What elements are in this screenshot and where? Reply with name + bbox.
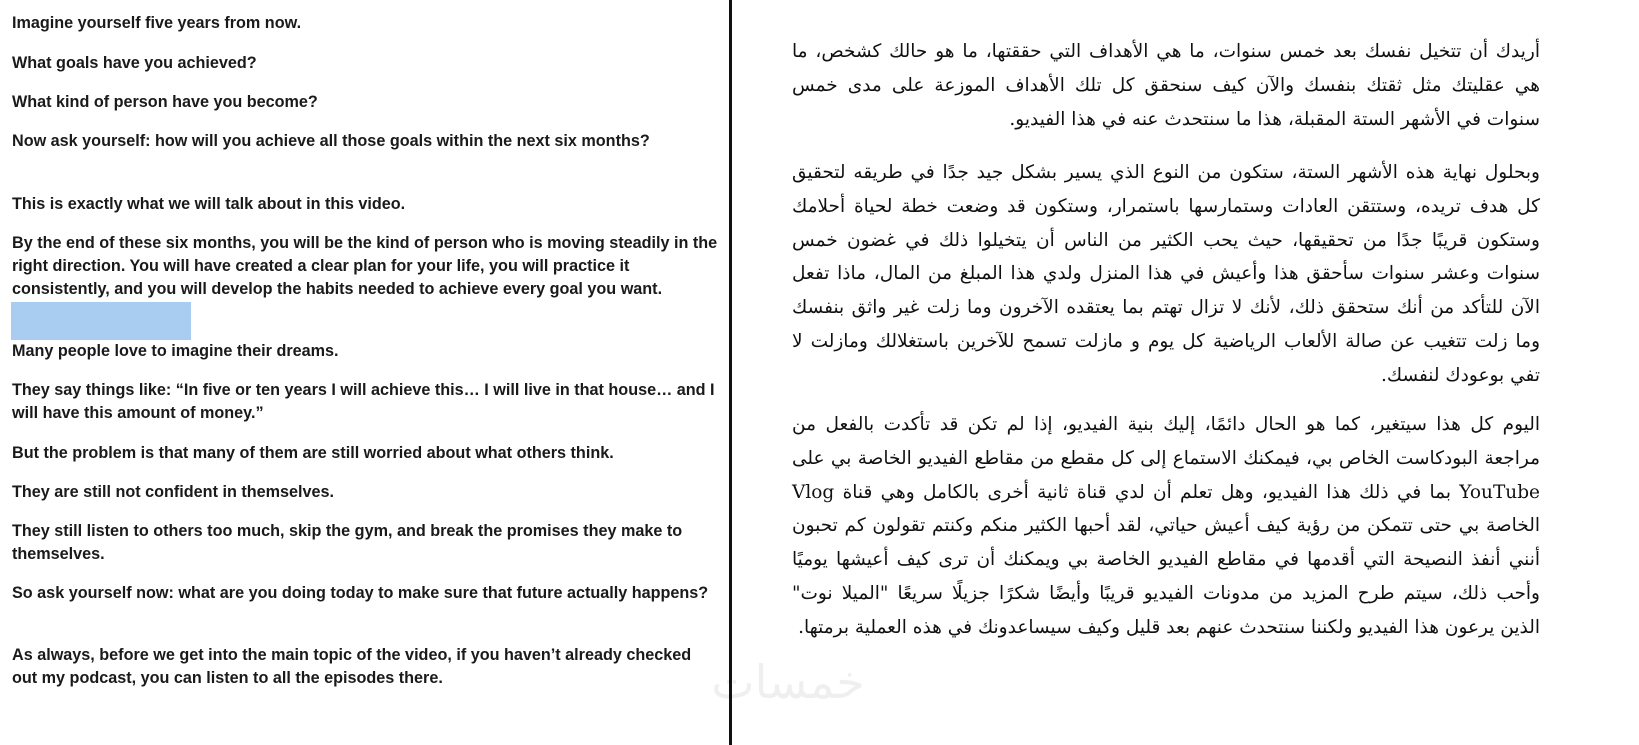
english-paragraph-11: They still listen to others too much, skip the gym, and break the promises they make to themselves. bbox=[12, 522, 683, 563]
column-divider bbox=[729, 0, 732, 745]
watermark-logo: خمسات bbox=[711, 655, 865, 709]
arabic-paragraph-1: أريدك أن تتخيل نفسك بعد خمس سنوات، ما هي الأهداف التي حققتها، ما هو حالك كشخص، ما هي عقليتك مثل ثقتك بنفسك والآن كيف سنحقق كل تلك الأهداف الموزعة على مدى خمس سنوات في الأشهر الستة المقبلة، هذا ما سنتحدث عنه في هذا الفيديو. bbox=[792, 41, 1540, 130]
english-paragraph-6-text: By the end of these six months, you will be the kind of person who is moving steadily in the right direction. You will have created a clear plan for your life, you will practice it consistently, and you will develop the habits needed to achieve every goal you want. bbox=[12, 234, 718, 298]
english-paragraph-9: But the problem is that many of them are still worried about what others think. bbox=[12, 444, 614, 462]
english-pane bbox=[0, 0, 728, 745]
arabic-paragraph-3: اليوم كل هذا سيتغير، كما هو الحال دائمًا، إليك بنية الفيديو، إذا لم تكن قد تأكدت بالفعل من مراجعة البودكاست الخاص بي، فيمكنك الاستماع إلى كل مقطع من مقاطع الفيديو الخاصة بي على YouTube بما في ذلك هذا الفيديو، وهل تعلم أن لدي قناة ثانية أخرى بالكامل وهي قناة Vlog الخاصة بي حتى تتمكن من رؤية كيف أعيش حياتي، لقد أحبها الكثير منكم وكنتم تقولون كم تحبون أنني أنفذ النصيحة التي أقدمها في مقاطع الفيديو الخاصة بي ويمكنك أن ترى كيف أعيشها يوميًا وأحب ذلك، سيتم طرح المزيد من مدونات الفيديو قريبًا وأيضًا شكرًا جزيلًا سريعًا "الميلا نوت" الذين يرعون هذا الفيديو ولكننا سنتحدث عنهم بعد قليل وكيف سيساعدونك في هذه العملية برمتها. bbox=[792, 414, 1540, 638]
text-selection-highlight bbox=[11, 302, 191, 340]
english-paragraph-10: They are still not confident in themselves. bbox=[12, 483, 335, 501]
english-paragraph-6 bbox=[12, 232, 718, 301]
english-paragraph-3: What kind of person have you become? bbox=[12, 93, 318, 111]
english-paragraph-4: Now ask yourself: how will you achieve all those goals within the next six months? bbox=[12, 132, 650, 150]
arabic-pane bbox=[780, 0, 1550, 745]
english-paragraph-8: They say things like: “In five or ten years I will achieve this… I will live in that house… and I will have this amount of money.” bbox=[12, 381, 715, 422]
english-paragraph-12: So ask yourself now: what are you doing today to make sure that future actually happens? bbox=[12, 584, 709, 602]
english-paragraph-5: This is exactly what we will talk about in this video. bbox=[12, 195, 406, 213]
arabic-paragraph-2: وبحلول نهاية هذه الأشهر الستة، ستكون من النوع الذي يسير بشكل جيد جدًا في طريقه لتحقيق كل هدف تريده، وستتقن العادات وستمارسها باستمرار، وستكون قد وضعت خطة لحياة أحلامك وستكون قريبًا جدًا من تحقيقها، حيث يحب الكثير من الناس أن يتخيلوا ذلك في غضون خمس سنوات وعشر سنوات سأحقق هذا وأعيش في هذا المنزل ولدي هذا المبلغ من المال، ماذا تفعل الآن للتأكد من أنك ستحقق ذلك، لأنك لا تزال تهتم بما يعتقده الآخرون وما زلت غير واثق بنفسك وما زلت تتغيب عن صالة الألعاب الرياضية كل يوم و مازلت تسمح للآخرين باستغلالك ومازلت لا تفي بوعودك لنفسك. bbox=[792, 162, 1540, 386]
english-paragraph-1: Imagine yourself five years from now. bbox=[12, 14, 302, 32]
english-paragraph-7: Many people love to imagine their dreams. bbox=[12, 342, 339, 360]
english-paragraph-13: As always, before we get into the main topic of the video, if you haven’t already checked out my podcast, you can listen to all the episodes there. bbox=[12, 646, 692, 687]
english-paragraph-2: What goals have you achieved? bbox=[12, 54, 257, 72]
